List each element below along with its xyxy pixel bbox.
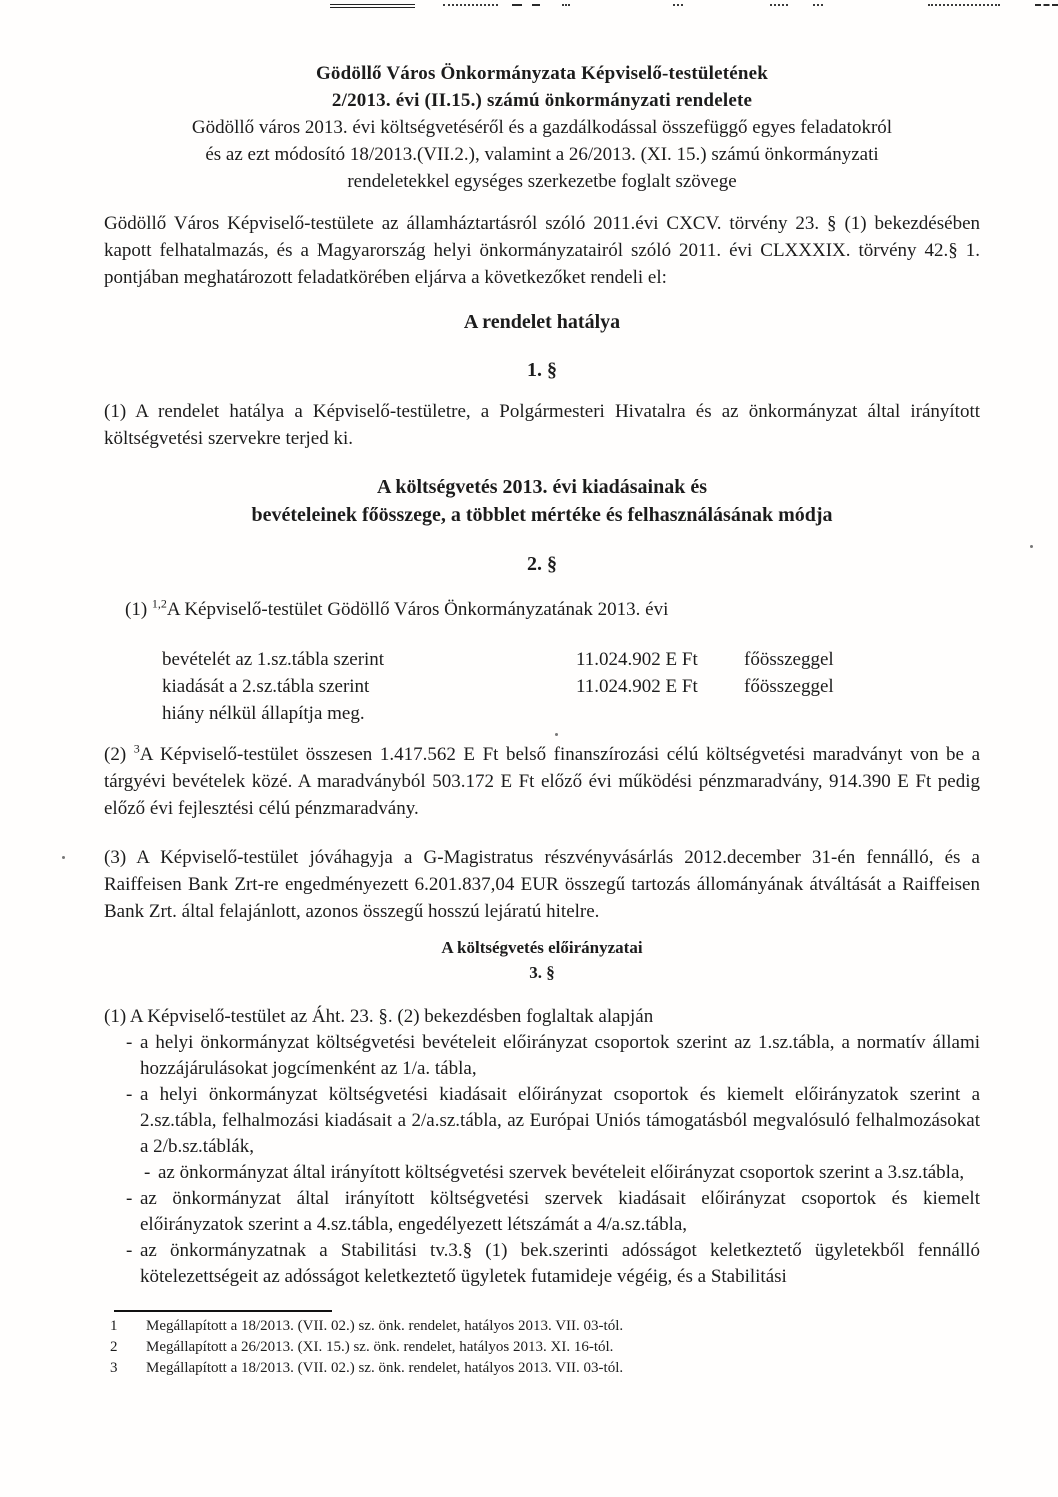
row-suffix: [744, 700, 980, 727]
section3-heading-block: [104, 935, 980, 985]
list-item-text: a helyi önkormányzat költségvetési bevételeit előirányzat csoportok szerint az 1.sz.tábla, a normatív állami hozzájárulásokat jogcímenként az 1/a. tábla,: [140, 1032, 980, 1079]
section2-paragraph-2: [104, 741, 980, 822]
table-row: [162, 700, 980, 727]
section2-heading-line-2: bevételeinek főösszege, a többlet mértéke és felhasználásának módja: [251, 504, 833, 526]
footnote-number: 2: [110, 1339, 118, 1355]
section2-heading-line-1: A költségvetés 2013. évi kiadásainak és: [376, 476, 708, 498]
footnote-separator: [114, 1310, 332, 1312]
paragraph-text: A Képviselő-testület összesen 1.417.562 E Ft belső finanszírozási célú költségvetési maradványt von be a tárgyévi bevételek közé. A maradványból 503.172 E Ft előző évi működési pénzmaradvány, 914.390 E Ft pedig előző évi fejlesztési célú pénzmaradvány.: [104, 744, 980, 819]
section3-paragraph-1: (1) A Képviselő-testület az Áht. 23. §. (2) bekezdésben foglaltak alapján: [104, 1006, 654, 1027]
section1-number: 1. §: [527, 359, 557, 381]
list-dash: -: [126, 1240, 133, 1261]
row-value: 11.024.902 E Ft: [576, 649, 698, 670]
list-item: [126, 1030, 980, 1082]
title-line-2: 2/2013. évi (II.15.) számú önkormányzati rendelete: [331, 90, 753, 111]
section2-heading: [104, 473, 980, 529]
paragraph-marker: (2): [104, 744, 127, 765]
footnote-text: Megállapított a 18/2013. (VII. 02.) sz. önk. rendelet, hatályos 2013. VII. 03-tól.: [146, 1360, 624, 1376]
list-dash: -: [126, 1188, 133, 1209]
list-item-text: az önkormányzatnak a Stabilitási tv.3.§ (1) bek.szerinti adósságot keletkeztető ügyletekből fennálló kötelezettségeit az adósságot keletkeztető ügyletek futamideje végéig, és a Stabilitási: [140, 1240, 980, 1287]
footnote: [104, 1337, 980, 1358]
list-dash: -: [144, 1162, 151, 1183]
scan-noise: [673, 4, 683, 6]
title-line-5: rendeletekkel egységes szerkezetbe foglalt szövege: [347, 171, 737, 192]
title-line-4: és az ezt módosító 18/2013.(VII.2.), valamint a 26/2013. (XI. 15.) számú önkormányzati: [205, 144, 879, 165]
section1-paragraph-1: (1) A rendelet hatálya a Képviselő-testületre, a Polgármesteri Hivatalra és az önkormányzat által irányított költségvetési szervekre terjed ki.: [104, 401, 980, 449]
preamble-paragraph: Gödöllő Város Képviselő-testülete az államháztartásról szóló 2011.évi CXCV. törvény 23. § (1) bekezdésében kapott felhatalmazás, és a Magyarország helyi önkormányzatairól szóló 2011. évi CLXXXIX. törvény 42.§ 1. pontjában meghatározott feladatkörében eljárva a következőket rendeli el:: [104, 213, 980, 288]
footnote: [104, 1316, 980, 1337]
scan-noise: [532, 4, 540, 6]
footnote-reference: 3: [133, 741, 140, 756]
section3-list: [104, 1030, 980, 1290]
row-value: 11.024.902 E Ft: [576, 676, 698, 697]
row-suffix: főösszeggel: [744, 676, 834, 697]
row-suffix: főösszeggel: [744, 649, 834, 670]
scan-noise: [1035, 4, 1058, 6]
footnote-text: Megállapított a 26/2013. (XI. 15.) sz. önk. rendelet, hatályos 2013. XI. 16-tól.: [146, 1339, 614, 1355]
list-item: [126, 1082, 980, 1160]
list-item: [126, 1186, 980, 1238]
section2-paragraph-3: (3) A Képviselő-testület jóváhagyja a G-Magistratus részvényvásárlás 2012.december 31-én fennálló, és a Raiffeisen Bank Zrt-re engedményezett 6.201.837,04 EUR összegű tartozás állományának átváltását a Raiffeisen Bank Zrt. által felajánlott, azonos összegű hosszú lejáratú hitelre.: [104, 847, 980, 922]
footnote-number: 3: [110, 1360, 118, 1376]
section3-number: 3. §: [529, 963, 555, 982]
footnote-number: 1: [110, 1318, 118, 1334]
footnotes-block: [104, 1316, 980, 1379]
scan-noise: [512, 4, 522, 6]
row-label: bevételét az 1.sz.tábla szerint: [162, 649, 385, 670]
scan-speck: [555, 733, 558, 736]
section2-number: 2. §: [527, 553, 557, 575]
row-label: kiadását a 2.sz.tábla szerint: [162, 676, 370, 697]
list-dash: -: [126, 1084, 133, 1105]
title-line-3: Gödöllő város 2013. évi költségvetéséről és a gazdálkodással összefüggő egyes feladatokról: [191, 117, 893, 138]
footnote-reference: 1,2: [151, 596, 167, 611]
list-item: [144, 1160, 980, 1186]
table-row: [162, 646, 980, 673]
row-value: [576, 700, 744, 727]
scan-noise: [443, 4, 498, 6]
scan-noise: [770, 4, 788, 6]
footnote-text: Megállapított a 18/2013. (VII. 02.) sz. önk. rendelet, hatályos 2013. VII. 03-tól.: [146, 1318, 624, 1334]
section3-heading: A költségvetés előirányzatai: [441, 938, 643, 957]
list-item-text: az önkormányzat által irányított költségvetési szervek bevételeit előirányzat csoportok szerint a 3.sz.tábla,: [158, 1162, 965, 1183]
list-item-text: a helyi önkormányzat költségvetési kiadásait előirányzat csoportok és kiemelt előirányzatok szerint a 2.sz.tábla, felhalmozási kiadásait a 2/a.sz.tábla, az Európai Uniós támogatásból megvalósuló felhalmozásokat a 2/b.sz.táblák,: [140, 1084, 980, 1157]
table-row: [162, 673, 980, 700]
document-title-block: [104, 0, 980, 195]
footnote: [104, 1358, 980, 1379]
scan-speck: [62, 856, 65, 859]
row-label: hiány nélkül állapítja meg.: [162, 703, 365, 724]
section1-heading: A rendelet hatálya: [463, 311, 621, 333]
scan-noise: [928, 4, 1000, 6]
scan-speck: [1030, 545, 1033, 548]
paragraph-text: A Képviselő-testület Gödöllő Város Önkormányzatának 2013. évi: [166, 599, 669, 620]
paragraph-marker: (1): [125, 599, 148, 620]
title-line-1: Gödöllő Város Önkormányzata Képviselő-testületének: [315, 63, 769, 84]
scan-noise: [330, 4, 415, 8]
scan-noise: [562, 4, 570, 6]
scan-noise: [813, 4, 823, 6]
list-item-text: az önkormányzat által irányított költségvetési szervek kiadásait előirányzat csoportok és kiemelt előirányzatok szerint a 4.sz.tábla, engedélyezett létszámát a 4/a.sz.tábla,: [140, 1188, 980, 1235]
budget-amount-table: [162, 646, 980, 727]
section2-paragraph-1: [104, 596, 980, 623]
list-dash: -: [126, 1032, 133, 1053]
list-item: [126, 1238, 980, 1290]
